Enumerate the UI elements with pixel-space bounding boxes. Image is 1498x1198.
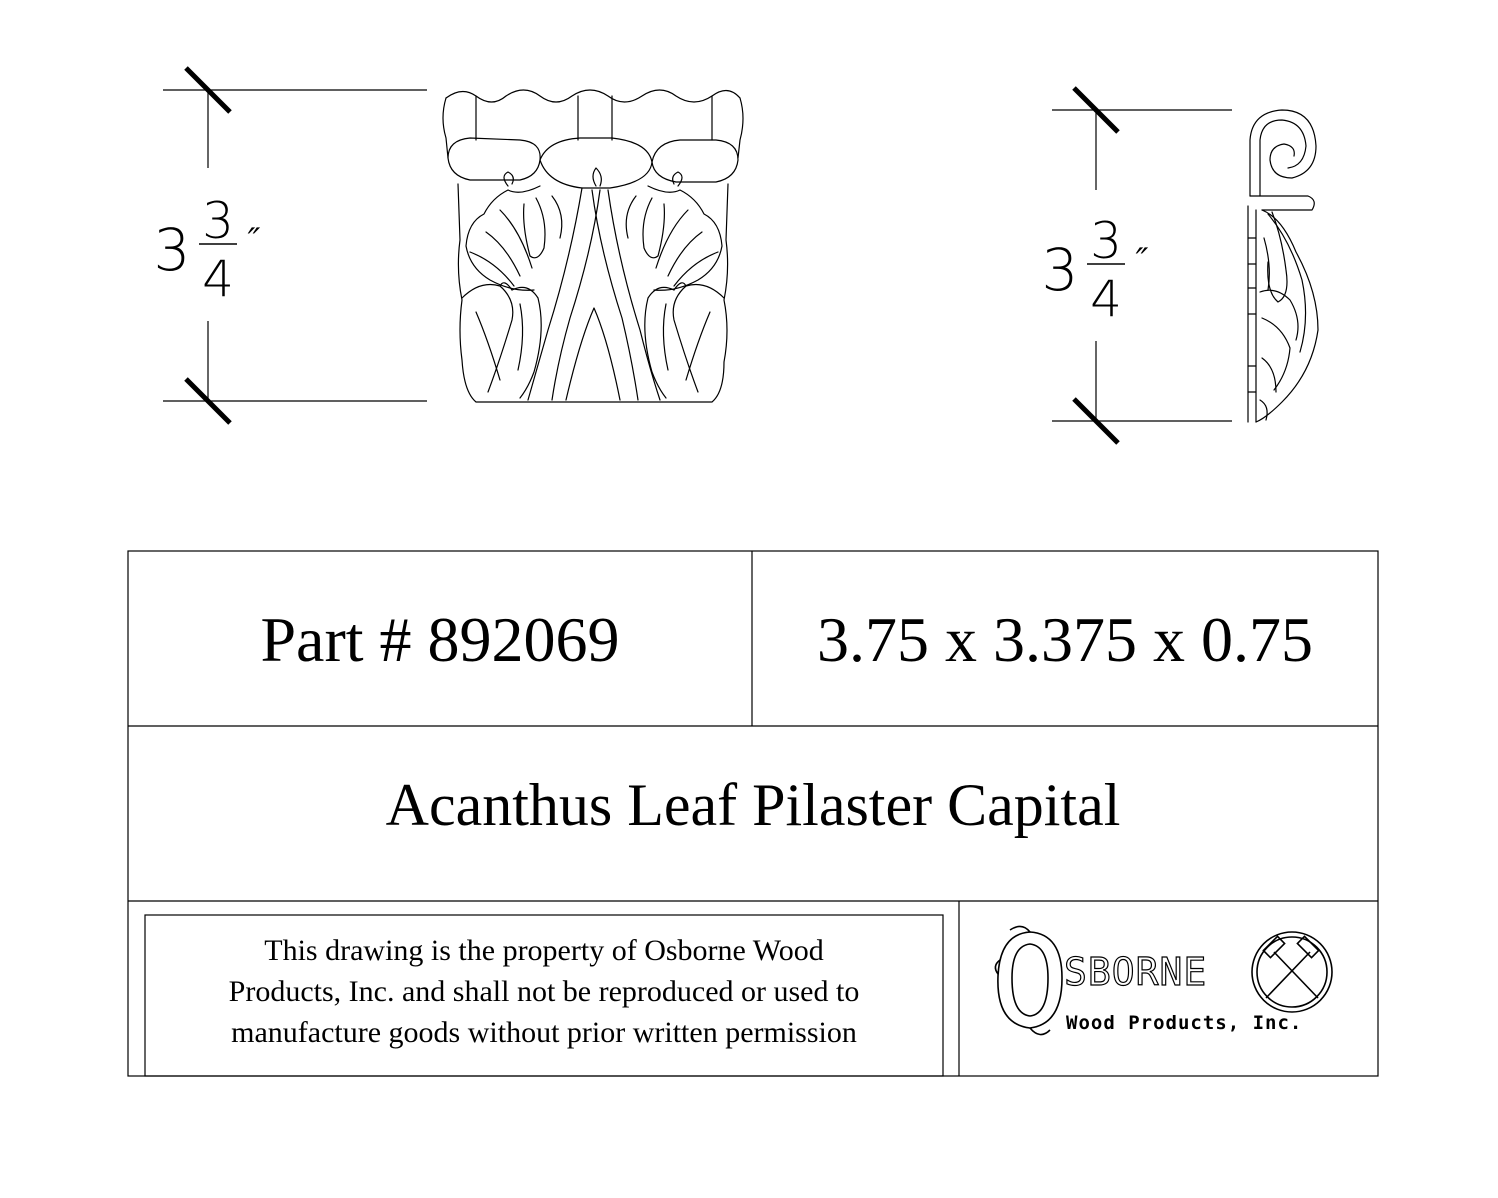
logo-subtitle: Wood Products, Inc.	[1066, 1012, 1303, 1034]
part-number: Part # 892069	[260, 604, 620, 675]
notice-line: manufacture goods without prior written permission	[231, 1016, 857, 1049]
notice-line: This drawing is the property of Osborne Wood	[264, 934, 824, 967]
side-dimension-label	[1042, 212, 1149, 328]
front-dimension-label	[154, 192, 261, 308]
dim-unit: ″	[247, 221, 261, 261]
overall-dimensions: 3.75 x 3.375 x 0.75	[817, 604, 1313, 675]
dim-whole: 3	[153, 216, 191, 284]
dim-denominator: 4	[1090, 270, 1122, 328]
property-notice	[146, 930, 942, 1053]
dim-unit: ″	[1135, 241, 1149, 281]
product-name: Acanthus Leaf Pilaster Capital	[385, 772, 1121, 838]
notice-line: Products, Inc. and shall not be reproduced or used to	[228, 975, 860, 1008]
dim-denominator: 4	[202, 250, 234, 308]
capital-front-view	[443, 90, 743, 402]
dim-numerator: 3	[1090, 212, 1122, 270]
capital-side-view	[1248, 110, 1318, 422]
dim-numerator: 3	[202, 192, 234, 250]
crossed-hammers-icon	[1252, 932, 1332, 1012]
logo-initial-o	[995, 926, 1062, 1034]
logo-wordmark: SBORNE	[1064, 950, 1208, 994]
dim-whole: 3	[1041, 236, 1079, 304]
